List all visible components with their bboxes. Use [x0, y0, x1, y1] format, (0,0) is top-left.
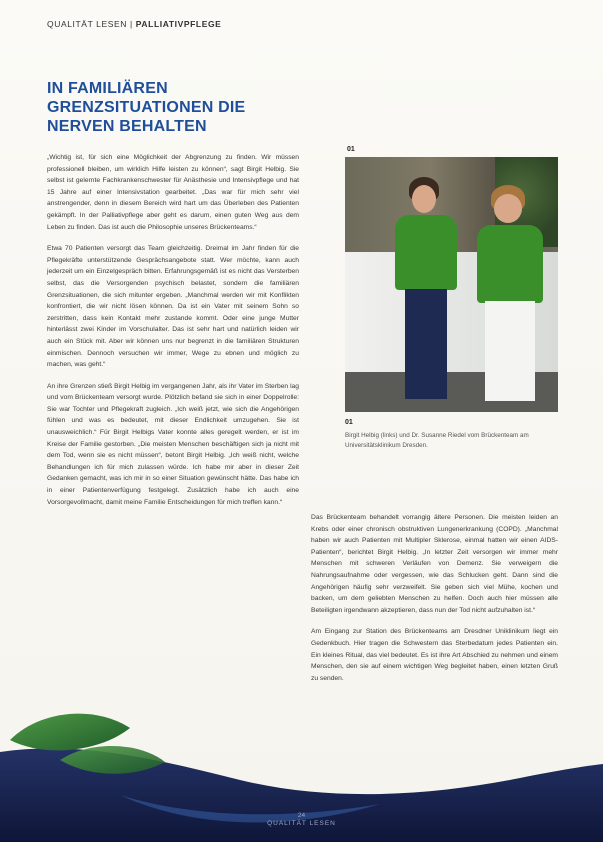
- leaf-shape: [10, 714, 130, 751]
- running-head: [47, 19, 221, 29]
- person-right: [473, 185, 547, 412]
- paragraph: Das Brückenteam behandelt vorrangig ältere Personen. Die meisten leiden an Krebs oder einer chronisch obstruktiven Lungenerkrankung (COPD). „Manchmal haben wir auch Patienten mit Multipler Sklerose, einmal hatten wir einen AIDS-Patienten“, berichtet Birgit Helbig. „In letzter Zeit versorgen wir immer mehr Menschen mit schweren Verläufen von Demenz. Sie verweigern die Nahrungsaufnahme oder vergessen, wie das Schlucken geht. Dann sind die Angehörigen häufig sehr verzweifelt. Sie geben sich viel Mühe, kochen und backen, um dem geliebten Menschen zu helfen. Doch auch hier müssen alle Beteiligten irgendwann akzeptieren, dass nun der Tod nicht aufzuhalten ist.“: [311, 514, 558, 614]
- paragraph: Etwa 70 Patienten versorgt das Team gleichzeitig. Dreimal im Jahr finden für die Pflegekräfte unterstützende Gesprächsangebote statt. Wer möchte, kann auch jederzeit um ein Einzelgespräch bitten. Erfahrungsgemäß ist es nicht das Versterben selbst, das die Versorgenden psychisch belastet, sondern die familiären Grenzsituationen, die sich mitunter ergeben. „Manchmal werden wir mit Konflikten konfrontiert, die wir nicht lösen können. Da ist ein Vater mit seinem Sohn so zerstritten, dass kein Kontakt mehr zustande kommt. Oder eine junge Mutter hinterlässt zwei Kinder im Vorschulalter. Das ist sehr hart und natürlich leiden wir auch ein Stück mit. Aber wir können uns nur begrenzt in die familiären Strukturen einmischen. Dennoch versuchen wir immer, Wege zu ebnen und möglich zu machen, was geht.“: [47, 245, 299, 369]
- paragraph: „Wichtig ist, für sich eine Möglichkeit der Abgrenzung zu finden. Wir müssen professionell bleiben, um wirklich Hilfe leisten zu können“, sagt Birgit Helbig. Sie selbst ist gelernte Fachkrankenschwester für Anästhesie und Intensivpflege und hat 15 Jahre auf einer Intensivstation gearbeitet. „Das war für mich sehr viel anstrengender, denn in diesem Bereich wird hart um das Überleben des Patienten gekämpft. In der Palliativpflege aber geht es darum, einen guten Weg aus dem Leben zu finden. Das ist auch die Philosophie unseres Brückenteams.“: [47, 154, 299, 231]
- paragraph: An ihre Grenzen stieß Birgit Helbig im vergangenen Jahr, als ihr Vater im Sterben lag und vom Brückenteam versorgt wurde. Plötzlich befand sie sich in einer Doppelrolle: Sie war Tochter und Pflegekraft zugleich. „Ich weiß jetzt, wie sich die Angehörigen fühlen und was es bedeutet, mit dieser Endlichkeit umzugehen. Sie ist unausweichlich.“ Für Birgit Helbigs Vater konnte alles geregelt werden, er ist im Kreise der Familie gestorben. „Die meisten Menschen beschäftigen sich ja nicht mit dem Tod, wenn sie es nicht müssen“, betont Birgit Helbig. „Ich weiß nicht, welche Behandlungen ich für mich zulassen würde. Ich habe mir aber in dieser Zeit Gedanken gemacht, was ich mir in so einer Situation gewünscht hätte. Das habe ich in einer Patientenverfügung festgelegt. Zusätzlich habe ich auch eine Vorsorgevollmacht, damit meine Familie Entscheidungen für mich treffen kann.“: [47, 382, 299, 506]
- caption-number: 01: [345, 419, 353, 426]
- right-column: [311, 512, 558, 694]
- paragraph: Am Eingang zur Station des Brückenteams am Dresdner Uniklinikum liegt ein Gedenkbuch. Hier tragen die Schwestern das Sterbedatum jedes Patienten ein. Ein kleines Ritual, das viel bedeutet. Es ist ihre Art Abschied zu nehmen und einem Menschen, den sie auf einem wichtigen Weg begleitet haben, einen letzten Gruß zu senden.: [311, 628, 558, 682]
- page-footer: [0, 812, 603, 828]
- magazine-name: QUALITÄT LESEN: [267, 820, 336, 827]
- photo-caption: Birgit Helbig (links) und Dr. Susanne Riedel vom Brückenteam am Universitätsklinikum Dresden.: [345, 432, 529, 449]
- left-column: [47, 152, 299, 518]
- section-label: QUALITÄT LESEN: [47, 19, 128, 29]
- person-left: [393, 177, 463, 412]
- article-title: IN FAMILIÄREN GRENZSITUATIONEN DIE NERVEN BEHALTEN: [47, 80, 246, 135]
- photo-number: 01: [347, 146, 355, 153]
- topic-label: PALLIATIVPFLEGE: [135, 19, 222, 29]
- page-number: 24: [297, 812, 306, 819]
- photo-two-nurses: [345, 157, 558, 412]
- section-separator: |: [130, 19, 133, 29]
